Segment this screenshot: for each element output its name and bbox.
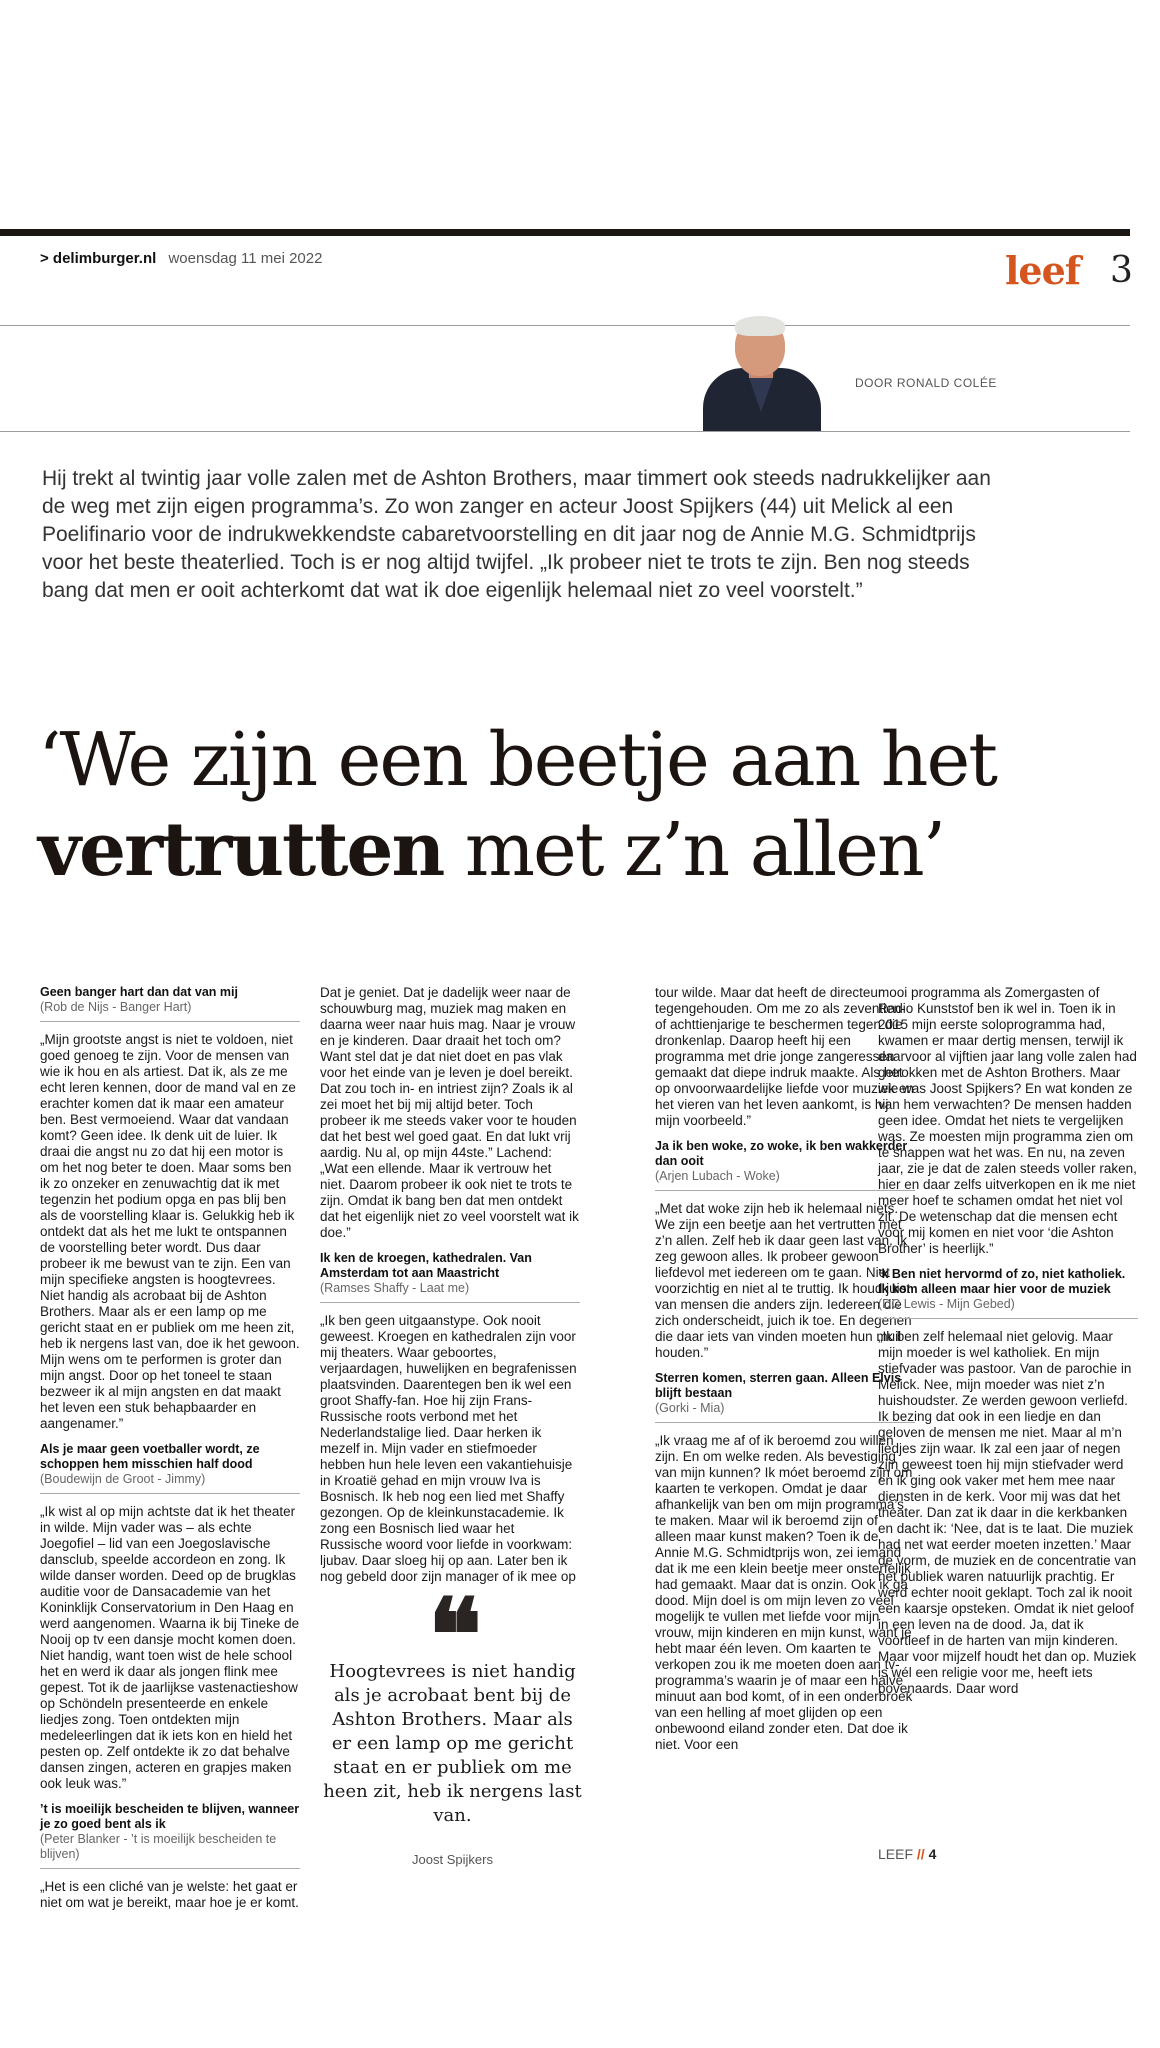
song-section	[40, 1802, 300, 1911]
article-column-2	[320, 985, 580, 1585]
continue-page: 4	[928, 1846, 937, 1862]
section-text: Dat je geniet. Dat je dadelijk weer naar de schouwburg mag, muziek mag maken en daarna weer naar huis mag. Naar je vrouw en je kinderen. Daar draait het toch om? Want stel dat je dat niet doet en pas vlak voor het einde van je leven je doel bereikt. Dat zou toch in- en intriest zijn? Zoals ik al zei moet het bij mij altijd beter. Toch probeer ik me steeds vaker voor te houden dat het best wel goed gaat. En dat lukt vrij aardig. Nu al, op mijn 44ste.” Lachend: „Wat een ellende. Maar ik vertrouw het niet. Daarom probeer ik ook niet te trots te zijn. Omdat ik bang ben dat men ontdekt dat het eigenlijk niet zo veel voorstelt wat ik doe.”	[320, 985, 579, 1240]
section-text: „Ik ben zelf helemaal niet gelovig. Maar mijn moeder is wel katholiek. En mijn stiefvader was pastoor. Van de parochie in Melick. Nee, mijn moeder was niet z’n huishoudster. Ze werden gewoon verliefd. Ik bezing dat ook in een liedje en dan geloven de mensen me niet. Maar al m’n liedjes zijn waar. Ik zal een jaar of negen zijn geweest toen hij mijn stiefvader werd en ik ging ook vaker met hem mee naar diensten in de kerk. Voor mij was dat het theater. Dan zat ik daar in die kerkbanken en dacht ik: ‘Nee, dat is te laat. Die muziek had net wat eerder moeten inzetten.’ Maar de vorm, de muziek en de concentratie van het publiek waren natuurlijk prachtig. Er werd echter nooit geklapt. Toch zal ik nooit een kaarsje opsteken. Omdat ik niet geloof in een leven na de dood. Ja, dat ik voortleef in de harten van mijn kinderen. Maar voor mijzelf houdt het dan op. Muziek is wél een religie voor me, heeft iets bovenaards. Daar word	[878, 1329, 1137, 1696]
section-text: „Ik ben geen uitgaanstype. Ook nooit geweest. Kroegen en kathedralen zijn voor mij theaters. Waar geboortes, verjaardagen, huwelijken en begrafenissen plaatsvinden. Daarentegen ben ik wel een groot Shaffy-fan. Hoe hij zijn Frans-Russische roots verbond met het Nederlandstalige lied. Daar herken ik mezelf in. Mijn vader en stiefmoeder hebben hun hele leven een vakantiehuisje in Kroatië gehad en mijn vrouw Iva is Bosnisch. Ik heb nog een lied met Shaffy gezongen. Op de kleinkunstacademie. Ik zong een Bosnisch lied waar het Russische woord voor liefde in voorkwam: ljubav. Daar sloeg hij op aan. Later ben ik nog gebeld door zijn manager of ik mee op	[320, 1313, 577, 1584]
song-artist: (Peter Blanker - ’t is moeilijk bescheiden te blijven)	[40, 1832, 300, 1869]
rule	[0, 325, 1130, 326]
song-section	[878, 1267, 1138, 1697]
song-section	[320, 985, 580, 1241]
byline: DOOR RONALD COLÉE	[855, 376, 997, 390]
song-section	[40, 985, 300, 1432]
song-title: Geen banger hart dan dat van mij	[40, 985, 238, 999]
section-text: „Ik wist al op mijn achtste dat ik het theater in wilde. Mijn vader was – als echte Joegofiel – lid van een Joegoslavische dansclub, speelde accordeon en zong. Ik wilde danser worden. Deed op de brugklas auditie voor de Dansacademie van het Koninklijk Conservatorium in Den Haag en werd aangenomen. Waarna ik bij Tineke de Nooij op tv een dansje mocht komen doen. Niet handig, want toen wist de hele school het en werd ik daar als jongen flink mee gepest. Tot ik de jaarlijkse vastenactieshow op Schöndeln presenteerde en enkele liedjes zong. Toen ontdekten mijn medeleerlingen dat ik iets kon en hield het pesten op. Zelf ontdekte ik zo dat behalve dansen zingen, acteren en grapjes maken ook leuk was.”	[40, 1504, 300, 1791]
continue-arrow-icon: //	[916, 1846, 925, 1862]
site-name[interactable]: > delimburger.nl	[40, 250, 157, 267]
section-text: „Met dat woke zijn heb ik helemaal niets. We zijn een beetje aan het vertrutten met z’n allen. Zelf heb ik daar geen last van. Ik zeg gewoon alles. Ik probeer gewoon liefdevol met iedereen om te gaan. Niet voorzichtig en niet al te truttig. Ik houd juist van mensen die anders zijn. Iedereen die zich onderscheidt, juich ik toe. En degenen die daar iets van vinden moeten hun muil houden.”	[655, 1201, 912, 1360]
song-section	[320, 1251, 580, 1585]
article-column-3	[655, 985, 915, 1753]
song-artist: (Rob de Nijs - Banger Hart)	[40, 1000, 300, 1022]
song-title: ’k Ben niet hervormd of zo, niet katholiek. Ik kom alleen maar hier voor de muziek	[878, 1267, 1126, 1296]
pull-quote-author: Joost Spijkers	[412, 1852, 493, 1867]
section-name: leef	[1005, 248, 1081, 293]
quote-icon: ❝	[428, 1576, 482, 1694]
song-section	[655, 985, 915, 1129]
article-column-1	[40, 985, 300, 1911]
song-title: Als je maar geen voetballer wordt, ze schoppen hem misschien half dood	[40, 1442, 260, 1471]
song-artist: (Ramses Shaffy - Laat me)	[320, 1281, 580, 1303]
edition-date: woensdag 11 mei 2022	[168, 250, 323, 267]
section-text: tour wilde. Maar dat heeft de directeur tegengehouden. Om me zo als zeventien- of achttienjarige te beschermen tegen die dronkenlap. Daarop heeft hij een programma met drie jonge zangeressen gemaakt dat diepe indruk maakte. Als het op onvoorwaardelijke liefde voor muziek en het vieren van het leven aankomt, is hij mijn voorbeeld.”	[655, 985, 914, 1128]
song-section	[655, 1139, 915, 1361]
headline	[38, 715, 1138, 895]
page-number: 3	[1110, 250, 1133, 291]
continued-on-link[interactable]	[878, 1846, 936, 1862]
song-section	[878, 985, 1138, 1257]
section-text: „Het is een cliché van je welste: het gaat er niet om wat je bereikt, maar hoe je er komt.	[40, 1879, 299, 1910]
song-artist: (Arjen Lubach - Woke)	[655, 1169, 915, 1191]
author-portrait	[695, 316, 825, 431]
headline-line-1: ‘We zijn een beetje aan het	[38, 717, 996, 803]
song-title: ’t is moeilijk bescheiden te blijven, wanneer je zo goed bent als ik	[40, 1802, 300, 1831]
song-section	[40, 1442, 300, 1792]
article-column-4	[878, 985, 1138, 1697]
masthead	[40, 250, 322, 267]
song-title: Sterren komen, sterren gaan. Alleen Elvis blijft bestaan	[655, 1371, 902, 1400]
continue-label: LEEF	[878, 1846, 914, 1862]
rule	[0, 431, 1130, 432]
song-artist: (Gorki - Mia)	[655, 1401, 915, 1423]
headline-bold-word: vertrutten	[38, 807, 444, 893]
intro-paragraph: Hij trekt al twintig jaar volle zalen met de Ashton Brothers, maar timmert ook steeds nadrukkelijker aan de weg met zijn eigen programma’s. Zo won zanger en acteur Joost Spijkers (44) uit Melick al een Poelifinario voor de indrukwekkendste cabaretvoorstelling en dit jaar nog de Annie M.G. Schmidtprijs voor het beste theaterlied. Toch is er nog altijd twijfel. „Ik probeer niet te trots te zijn. Ben nog steeds bang dat men er ooit achterkomt dat wat ik doe eigenlijk helemaal niet zo veel voorstelt.”	[42, 467, 991, 602]
section-text: mooi programma als Zomergasten of Radio Kunststof ben ik wel in. Toen ik in 2015 mijn eerste soloprogramma had, kwamen er maar dertig mensen, terwijl ik daarvoor al vijftien jaar lang volle zalen had getrokken met de Ashton Brothers. Maar wie was Joost Spijkers? En wat konden ze van hem verwachten? De mensen hadden geen idee. Omdat het niets te vergelijken was. Ze moesten mijn programma zien om te snappen wat het was. En nu, na zeven jaar, zie je dat de zalen steeds voller raken, hier en daar zelfs uitverkopen en ik me niet meer hoef te schamen omdat het niet vol zit. De wetenschap dat die mensen echt voor mij komen en niet voor ‘die Ashton Brother’ is heerlijk.”	[878, 985, 1137, 1256]
top-rule	[0, 229, 1130, 236]
section-text: „Ik vraag me af of ik beroemd zou willen zijn. En om welke reden. Als bevestiging van mijn kunnen? Ik móet beroemd zijn om kaarten te verkopen. Omdat je daar afhankelijk van ben om mijn programma’s te maken. Maar wil ik beroemd zijn of alleen maar kunst maken? Toen ik de Annie M.G. Schmidtprijs won, zei iemand dat ik me een klein beetje meer onsterfelijk had gemaakt. Maar dat is onzin. Ook ik ga dood. Mijn doel is om mijn leven zo veel mogelijk te vullen met liefde voor mijn vrouw, mijn kinderen en mijn kunst, want je hebt maar één leven. Om kaarten te verkopen zou ik me moeten doen aan tv-programma’s waarin je of maar een halve minuut aan bod komt, of in een onderbroek van een helling af moet glijden op een onbewoond eiland zonder eten. Dat doe ik niet. Voor een	[655, 1433, 913, 1752]
song-section	[655, 1371, 915, 1753]
song-title: Ja ik ben woke, zo woke, ik ben wakkerder dan ooit	[655, 1139, 908, 1168]
headline-rest: met z’n allen’	[443, 807, 945, 893]
section-text: „Mijn grootste angst is niet te voldoen, niet goed genoeg te zijn. Voor de mensen van wie ik hou en als artiest. Dat ik, als ze me echt leren kennen, door de mand val en ze erachter komen dat ik maar een amateur ben. Best vermoeiend. Waar dat vandaan komt? Geen idee. Ik denk uit de luier. Ik draai die angst nu zo dat hij een motor is om het nog beter te doen. Maar soms ben ik zo onzeker en zenuwachtig dat ik met tegenzin het podium opga en pas blij ben als de voorstelling klaar is. Gelukkig heb ik ontdekt dat als het me lukt te ontspannen de voorstelling beter wordt. Dus daar probeer ik me bewust van te zijn. Een van mijn specifieke angsten is hoogtevrees. Niet handig als acrobaat bij de Ashton Brothers. Maar als er een lamp op me gericht staat en er publiek om me heen zit, heb ik nergens last van, doe ik het gewoon. Mijn wens om te performen is groter dan mijn angst. Door op het toneel te staan bezweer ik al mijn angsten en dat maakt het leven een stuk behapbaarder en aangenamer.”	[40, 1032, 300, 1431]
song-title: Ik ken de kroegen, kathedralen. Van Amsterdam tot aan Maastricht	[320, 1251, 532, 1280]
song-artist: (Boudewijn de Groot - Jimmy)	[40, 1472, 300, 1494]
pull-quote: Hoogtevrees is niet handig als je acrobaat bent bij de Ashton Brothers. Maar als er een lamp op me gericht staat en er publiek om me heen zit, heb ik nergens last van.	[323, 1661, 582, 1826]
song-artist: (DC Lewis - Mijn Gebed)	[878, 1297, 1138, 1319]
